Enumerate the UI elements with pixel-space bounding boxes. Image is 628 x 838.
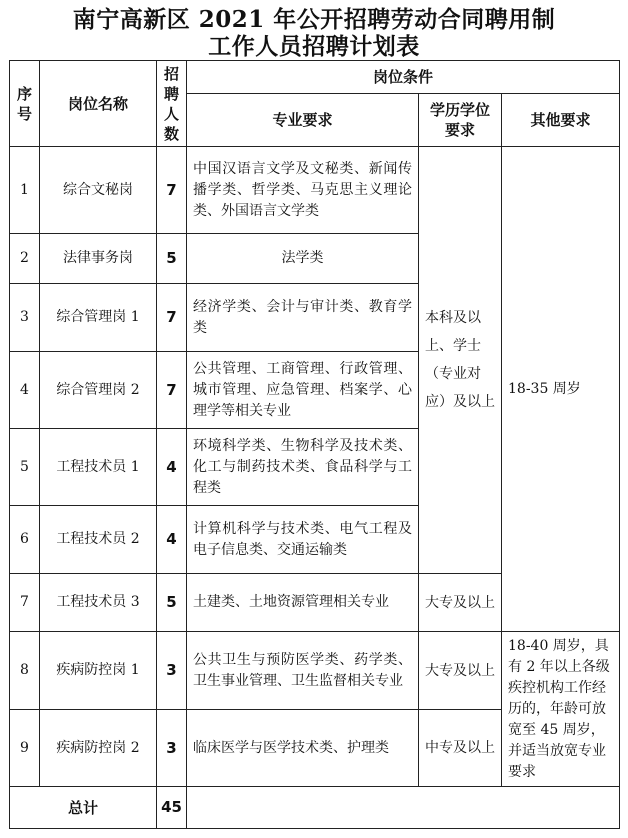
total-label: 总计: [10, 787, 157, 829]
other-group-2: 18-40 周岁，具有 2 年以上各级疾控机构工作经历的，年龄可放宽至 45 周岁，并适当放宽专业要求: [502, 632, 620, 787]
row-position: 疾病防控岗 2: [40, 710, 157, 787]
total-value: 45: [157, 787, 187, 829]
education-group-4: 中专及以上: [419, 710, 502, 787]
education-group-3: 大专及以上: [419, 632, 502, 710]
row-major: 经济学类、会计与审计类、教育学类: [187, 284, 419, 352]
row-major: 公共卫生与预防医学类、药学类、卫生事业管理、卫生监督相关专业: [187, 632, 419, 710]
row-position: 工程技术员 3: [40, 574, 157, 632]
row-count: 4: [157, 506, 187, 574]
row-position: 工程技术员 1: [40, 429, 157, 506]
row-count: 7: [157, 284, 187, 352]
header-count: 招聘人数: [157, 61, 187, 147]
page-title-line1: 南宁高新区 2021 年公开招聘劳动合同聘用制: [72, 6, 556, 33]
row-count: 7: [157, 147, 187, 234]
row-seq: 8: [10, 632, 40, 710]
row-count: 3: [157, 632, 187, 710]
row-major: 计算机科学与技术类、电气工程及电子信息类、交通运输类: [187, 506, 419, 574]
header-conditions: 岗位条件: [187, 61, 620, 94]
table-row: [10, 632, 620, 710]
row-count: 4: [157, 429, 187, 506]
header-position: 岗位名称: [40, 61, 157, 147]
recruitment-plan-table: [9, 60, 620, 829]
row-position: 疾病防控岗 1: [40, 632, 157, 710]
education-group-2: 大专及以上: [419, 574, 502, 632]
row-count: 7: [157, 352, 187, 429]
row-count: 5: [157, 234, 187, 284]
row-seq: 4: [10, 352, 40, 429]
row-position: 综合管理岗 2: [40, 352, 157, 429]
header-major: 专业要求: [187, 94, 419, 147]
education-group-1: 本科及以上、学士（专业对应）及以上: [419, 147, 502, 574]
row-position: 法律事务岗: [40, 234, 157, 284]
row-seq: 1: [10, 147, 40, 234]
row-seq: 3: [10, 284, 40, 352]
total-row: [10, 787, 620, 829]
total-empty-cell: [187, 787, 620, 829]
table-row: [10, 147, 620, 234]
header-other: 其他要求: [502, 94, 620, 147]
row-position: 综合管理岗 1: [40, 284, 157, 352]
other-group-1: 18-35 周岁: [502, 147, 620, 632]
row-major: 法学类: [187, 234, 419, 284]
page-title-line2: 工作人员招聘计划表: [208, 33, 420, 60]
header-seq: 序号: [10, 61, 40, 147]
row-major: 中国汉语言文学及文秘类、新闻传播学类、哲学类、马克思主义理论类、外国语言文学类: [187, 147, 419, 234]
row-position: 综合文秘岗: [40, 147, 157, 234]
row-major: 公共管理、工商管理、行政管理、城市管理、应急管理、档案学、心理学等相关专业: [187, 352, 419, 429]
header-education: 学历学位要求: [419, 94, 502, 147]
row-count: 5: [157, 574, 187, 632]
row-position: 工程技术员 2: [40, 506, 157, 574]
row-seq: 6: [10, 506, 40, 574]
row-seq: 9: [10, 710, 40, 787]
row-seq: 7: [10, 574, 40, 632]
row-major: 环境科学类、生物科学及技术类、化工与制药技术类、食品科学与工程类: [187, 429, 419, 506]
row-major: 土建类、土地资源管理相关专业: [187, 574, 419, 632]
row-major: 临床医学与医学技术类、护理类: [187, 710, 419, 787]
row-count: 3: [157, 710, 187, 787]
row-seq: 2: [10, 234, 40, 284]
row-seq: 5: [10, 429, 40, 506]
